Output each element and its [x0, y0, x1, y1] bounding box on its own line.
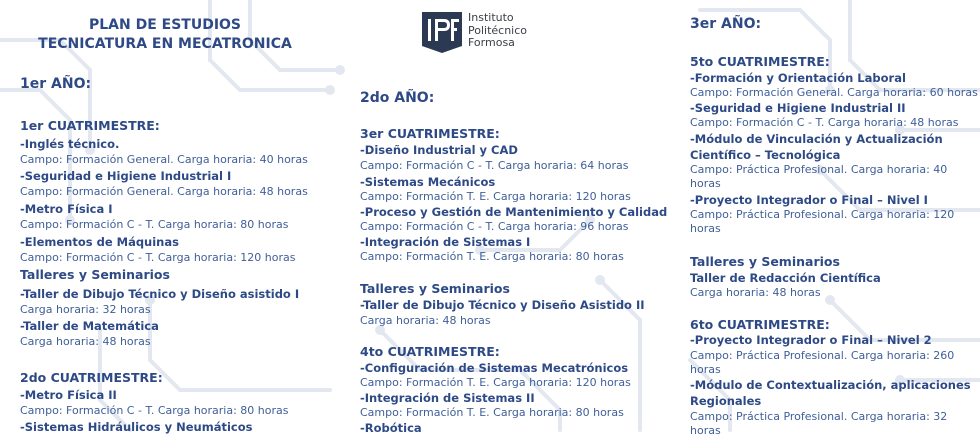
subject-title: -Metro Física II — [20, 388, 117, 402]
subject-detail: Campo: Formación C - T. Carga horaria: 80 horas — [20, 218, 289, 231]
subject-title-cont: Científico – Tecnológica — [690, 148, 841, 162]
taller-detail: Carga horaria: 48 horas — [360, 314, 491, 327]
subject-detail-cont: horas — [690, 222, 721, 235]
subject-title: -Configuración de Sistemas Mecatrónicos — [360, 361, 629, 375]
taller-title: -Taller de Matemática — [20, 319, 159, 333]
subject-detail: Campo: Formación General. Carga horaria: 60 horas — [690, 86, 978, 99]
year-heading: 1er AÑO: — [20, 76, 92, 92]
subject-title: -Módulo de Contextualización, aplicaciones — [690, 378, 971, 392]
cuatrimestre-heading: 3er CUATRIMESTRE: — [360, 126, 500, 141]
subject-detail: Campo: Formación C - T. Carga horaria: 120 horas — [20, 251, 296, 264]
taller-title: -Taller de Dibujo Técnico y Diseño asistido I — [20, 287, 300, 301]
subject-title: -Sistemas Mecánicos — [360, 175, 496, 189]
year-heading: 3er AÑO: — [690, 16, 762, 32]
cuatrimestre-heading: 2do CUATRIMESTRE: — [20, 370, 163, 385]
subject-title: -Robótica — [360, 421, 422, 435]
subject-detail: Campo: Formación C - T. Carga horaria: 48 horas — [690, 116, 959, 129]
subject-detail-cont: horas — [690, 363, 721, 376]
subject-detail: Campo: Práctica Profesional. Carga horaria: 40 — [690, 163, 948, 176]
taller-detail: Carga horaria: 48 horas — [690, 286, 821, 299]
talleres-heading: Talleres y Seminarios — [20, 267, 170, 282]
subject-title: -Proyecto Integrador o Final – Nivel I — [690, 193, 928, 207]
subject-title: -Seguridad e Higiene Industrial I — [20, 169, 232, 183]
logo-text — [468, 12, 527, 50]
subject-title: -Proyecto Integrador o Final – Nivel 2 — [690, 333, 932, 347]
subject-title: -Inglés técnico. — [20, 137, 120, 151]
subject-detail: Campo: Práctica Profesional. Carga horaria: 32 — [690, 410, 948, 423]
subject-title: -Módulo de Vinculación y Actualización — [690, 132, 943, 146]
taller-title: Taller de Redacción Científica — [690, 271, 881, 285]
cuatrimestre-heading: 5to CUATRIMESTRE: — [690, 54, 830, 69]
subject-detail: Campo: Práctica Profesional. Carga horaria: 120 — [690, 208, 955, 221]
logo-line1: Instituto — [468, 11, 514, 24]
subject-detail: Campo: Formación C - T. Carga horaria: 96 horas — [360, 220, 629, 233]
subject-title: -Metro Física I — [20, 202, 113, 216]
subject-title: -Integración de Sistemas I — [360, 235, 531, 249]
ipf-logo-icon — [420, 10, 464, 54]
plan-title-line1: PLAN DE ESTUDIOS — [88, 17, 242, 33]
year-heading: 2do AÑO: — [360, 90, 435, 106]
plan-title-line2: TECNICATURA EN MECATRONICA — [38, 36, 292, 52]
taller-detail: Carga horaria: 32 horas — [20, 303, 151, 316]
subject-title: -Proceso y Gestión de Mantenimiento y Calidad — [360, 205, 668, 219]
subject-detail: Campo: Formación T. E. Carga horaria: 80 horas — [360, 250, 624, 263]
taller-detail: Carga horaria: 48 horas — [20, 335, 151, 348]
subject-title: -Seguridad e Higiene Industrial II — [690, 101, 906, 115]
subject-detail-cont: horas — [690, 424, 721, 437]
subject-detail-cont: horas — [690, 177, 721, 190]
talleres-heading: Talleres y Seminarios — [690, 254, 840, 269]
subject-title-cont: Regionales — [690, 394, 762, 408]
subject-detail: Campo: Formación C - T. Carga horaria: 64 horas — [360, 159, 629, 172]
cuatrimestre-heading: 6to CUATRIMESTRE: — [690, 317, 830, 332]
logo-line3: Formosa — [468, 36, 515, 49]
subject-detail: Campo: Formación General. Carga horaria: 48 horas — [20, 185, 308, 198]
subject-detail: Campo: Formación T. E. Carga horaria: 80 horas — [360, 406, 624, 419]
subject-title: -Integración de Sistemas II — [360, 391, 535, 405]
logo-line2: Politécnico — [468, 23, 528, 37]
plan-title — [20, 16, 310, 54]
talleres-heading: Talleres y Seminarios — [360, 281, 510, 296]
cuatrimestre-heading: 4to CUATRIMESTRE: — [360, 344, 500, 359]
subject-detail: Campo: Formación T. E. Carga horaria: 120 horas — [360, 190, 631, 203]
institute-logo — [420, 10, 560, 54]
subject-detail: Campo: Formación General. Carga horaria: 40 horas — [20, 153, 308, 166]
taller-title: -Taller de Dibujo Técnico y Diseño Asistido II — [360, 298, 645, 312]
subject-detail: Campo: Formación C - T. Carga horaria: 80 horas — [20, 404, 289, 417]
subject-detail: Campo: Práctica Profesional. Carga horaria: 260 — [690, 349, 955, 362]
subject-title: -Diseño Industrial y CAD — [360, 143, 518, 157]
cuatrimestre-heading: 1er CUATRIMESTRE: — [20, 118, 160, 133]
subject-title: -Formación y Orientación Laboral — [690, 71, 906, 85]
subject-detail: Campo: Formación T. E. Carga horaria: 120 horas — [360, 376, 631, 389]
subject-title: -Sistemas Hidráulicos y Neumáticos — [20, 420, 253, 434]
subject-title: -Elementos de Máquinas — [20, 235, 179, 249]
